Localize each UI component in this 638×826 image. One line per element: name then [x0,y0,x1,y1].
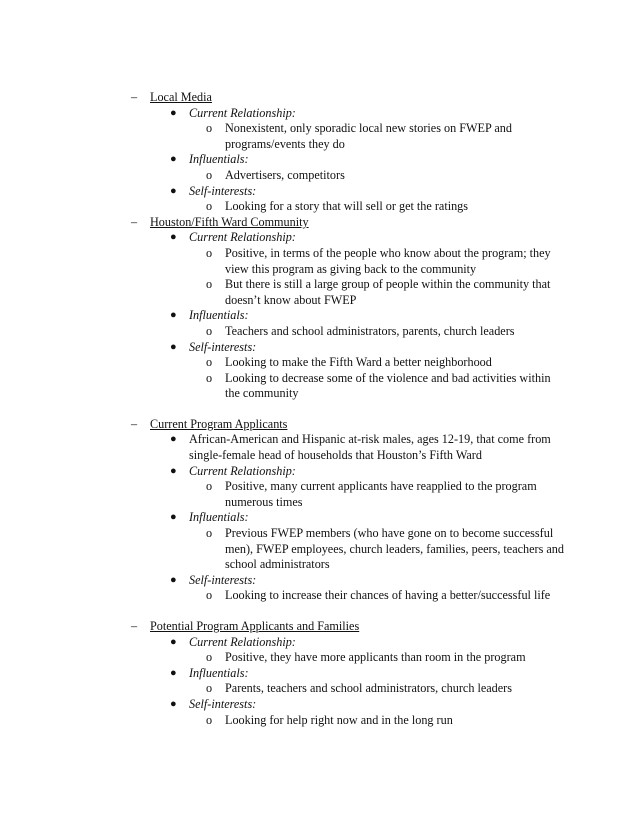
section-fifth-ward-community [0,215,638,402]
circle-bullet-icon: o [206,479,213,494]
bullet-icon: ● [170,309,177,322]
sub-item [0,121,565,152]
circle-bullet-icon: o [206,526,213,541]
circle-bullet-icon: o [206,167,213,182]
sub-item-text: Teachers and school administrators, parents, church leaders [225,323,515,338]
circle-bullet-icon: o [206,681,213,696]
sub-item [0,526,565,573]
bullet-icon: ● [170,464,177,477]
circle-bullet-icon: o [206,199,213,214]
dash-marker: – [131,90,138,104]
sub-item [0,168,565,184]
sub-item [0,371,565,402]
sub-item-text: Advertisers, competitors [225,167,345,182]
bullet-label: Self-interests: [189,339,257,354]
bullet-label: Influentials: [189,152,249,167]
bullet-icon: ● [170,697,177,710]
bullet-item [0,635,569,651]
bullet-icon: ● [170,184,177,197]
bullet-icon: ● [170,635,177,648]
bullet-icon: ● [170,340,177,353]
dash-marker: – [131,214,138,229]
section-title: Current Program Applicants [150,416,288,431]
bullet-item [0,464,569,480]
bullet-label: Self-interests: [189,572,257,587]
bullet-label: Self-interests: [189,183,257,198]
bullet-label: Current Relationship: [189,634,296,649]
circle-bullet-icon: o [206,323,213,338]
bullet-item [0,573,569,589]
sub-item-text: Positive, many current applicants have reapplied to the program numerous times [225,479,537,509]
sub-item [0,681,565,697]
dash-marker: – [131,619,138,633]
bullet-icon: ● [170,666,177,679]
bullet-item [0,340,569,356]
bullet-item [0,697,569,713]
sub-item-text: Nonexistent, only sporadic local new stories on FWEP and programs/events they do [225,121,512,151]
bullet-item [0,510,569,526]
sub-item-text: But there is still a large group of people within the community that doesn’t know about FWEP [225,277,551,307]
sub-item-text: Looking for help right now and in the long run [225,712,453,727]
circle-bullet-icon: o [206,277,213,292]
circle-bullet-icon: o [206,588,213,603]
bullet-item [0,230,569,246]
sub-item-text: Previous FWEP members (who have gone on to become successful men), FWEP employees, church leaders, families, peers, teachers and school administrators [225,526,564,572]
section-potential-applicants [0,619,638,728]
sub-item [0,199,565,215]
section-heading [0,417,638,433]
sub-item [0,324,565,340]
bullet-label: Influentials: [189,308,249,323]
bullet-icon: ● [170,231,177,244]
bullet-item [0,308,569,324]
bullet-label: Current Relationship: [189,105,296,120]
section-title: Potential Program Applicants and Families [150,619,360,633]
bullet-item [0,106,569,122]
circle-bullet-icon: o [206,370,213,385]
sub-item [0,355,565,371]
sub-item [0,713,565,729]
bullet-icon: ● [170,433,177,446]
circle-bullet-icon: o [206,712,213,727]
bullet-item [0,152,569,168]
sub-item [0,277,565,308]
bullet-icon: ● [170,153,177,166]
section-current-applicants [0,417,638,604]
sub-item-text: Looking to decrease some of the violence and bad activities within the community [225,370,551,401]
circle-bullet-icon: o [206,650,213,665]
section-heading [0,215,638,231]
bullet-label: Current Relationship: [189,230,296,245]
bullet-item [0,184,569,200]
bullet-icon: ● [170,511,177,524]
section-title: Local Media [150,90,212,104]
bullet-label: Influentials: [189,665,249,680]
sub-item [0,588,565,604]
bullet-item [0,666,569,682]
section-heading [0,619,638,635]
dash-marker: – [131,416,138,431]
section-heading [0,90,638,106]
section-title: Houston/Fifth Ward Community [150,214,309,229]
sub-item-text: Looking to increase their chances of having a better/successful life [225,588,551,603]
bullet-label: Influentials: [189,510,249,525]
sub-item-text: Positive, they have more applicants than room in the program [225,650,526,665]
circle-bullet-icon: o [206,245,213,260]
bullet-label: Current Relationship: [189,463,296,478]
sub-item-text: Looking to make the Fifth Ward a better neighborhood [225,355,492,370]
sub-item-text: Positive, in terms of the people who know about the program; they view this program as giving back to the community [225,245,551,276]
sub-item [0,246,565,277]
bullet-icon: ● [170,106,177,119]
sub-item-text: Looking for a story that will sell or get the ratings [225,199,469,214]
circle-bullet-icon: o [206,121,213,136]
sub-item-text: Parents, teachers and school administrators, church leaders [225,681,512,696]
bullet-icon: ● [170,573,177,586]
bullet-text: African-American and Hispanic at-risk males, ages 12-19, that come from single-female head of households that Houston’s Fifth Ward [189,432,551,463]
sub-item [0,479,565,510]
bullet-item [0,432,569,463]
sub-item [0,650,565,666]
section-local-media [0,90,638,215]
bullet-label: Self-interests: [189,696,257,711]
circle-bullet-icon: o [206,355,213,370]
